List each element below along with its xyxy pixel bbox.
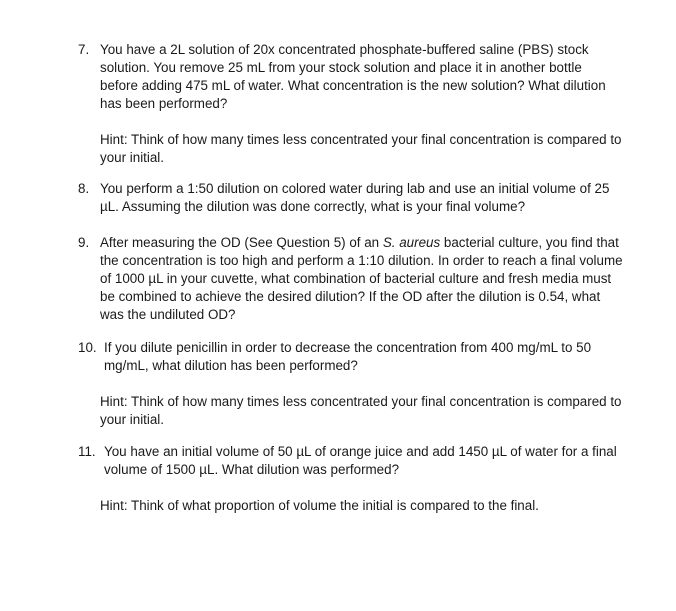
question-number: 9.: [78, 235, 90, 250]
question-text-end: bacterial culture, you find that the concentration is too high and perform a 1:10 dilution. In order to reach a final volume of 1000 µL in your cuvette, what combination of bacterial culture and fresh media must be combined to achieve the desired dilution? If the OD after the dilution is 0.54, what was the undiluted OD?: [100, 235, 623, 322]
question-text: [100, 234, 623, 324]
question-hint: Hint: Think of how many times less concentrated your final concentration is compared to your initial.: [100, 394, 622, 427]
question-text: You have a 2L solution of 20x concentrated phosphate-buffered saline (PBS) stock solution. You remove 25 mL from your stock solution and place it in another bottle before adding 475 mL of water. What concentration is the new solution? What dilution has been performed?: [100, 42, 606, 111]
question-9: [78, 234, 623, 324]
question-number: 7.: [78, 42, 90, 57]
question-text: If you dilute penicillin in order to decrease the concentration from 400 mg/mL to 50 mg/mL, what dilution has been performed?: [104, 340, 592, 373]
question-number: 10.: [78, 340, 97, 355]
question-7: [78, 41, 623, 167]
question-8: [78, 180, 623, 216]
question-hint: Hint: Think of what proportion of volume the initial is compared to the final.: [100, 498, 539, 513]
organism-name: S. aureus: [382, 235, 441, 250]
question-10: [78, 339, 623, 429]
question-number: 8.: [78, 181, 90, 196]
question-11: [78, 443, 623, 515]
question-text: You perform a 1:50 dilution on colored water during lab and use an initial volume of 25 µL. Assuming the dilution was done correctly, what is your final volume?: [100, 181, 610, 214]
question-text: You have an initial volume of 50 µL of orange juice and add 1450 µL of water for a final volume of 1500 µL. What dilution was performed?: [104, 444, 617, 477]
question-hint: Hint: Think of how many times less concentrated your final concentration is compared to your initial.: [100, 132, 622, 165]
question-text-start: After measuring the OD (See Question 5) of an: [100, 235, 383, 250]
question-number: 11.: [78, 444, 96, 459]
